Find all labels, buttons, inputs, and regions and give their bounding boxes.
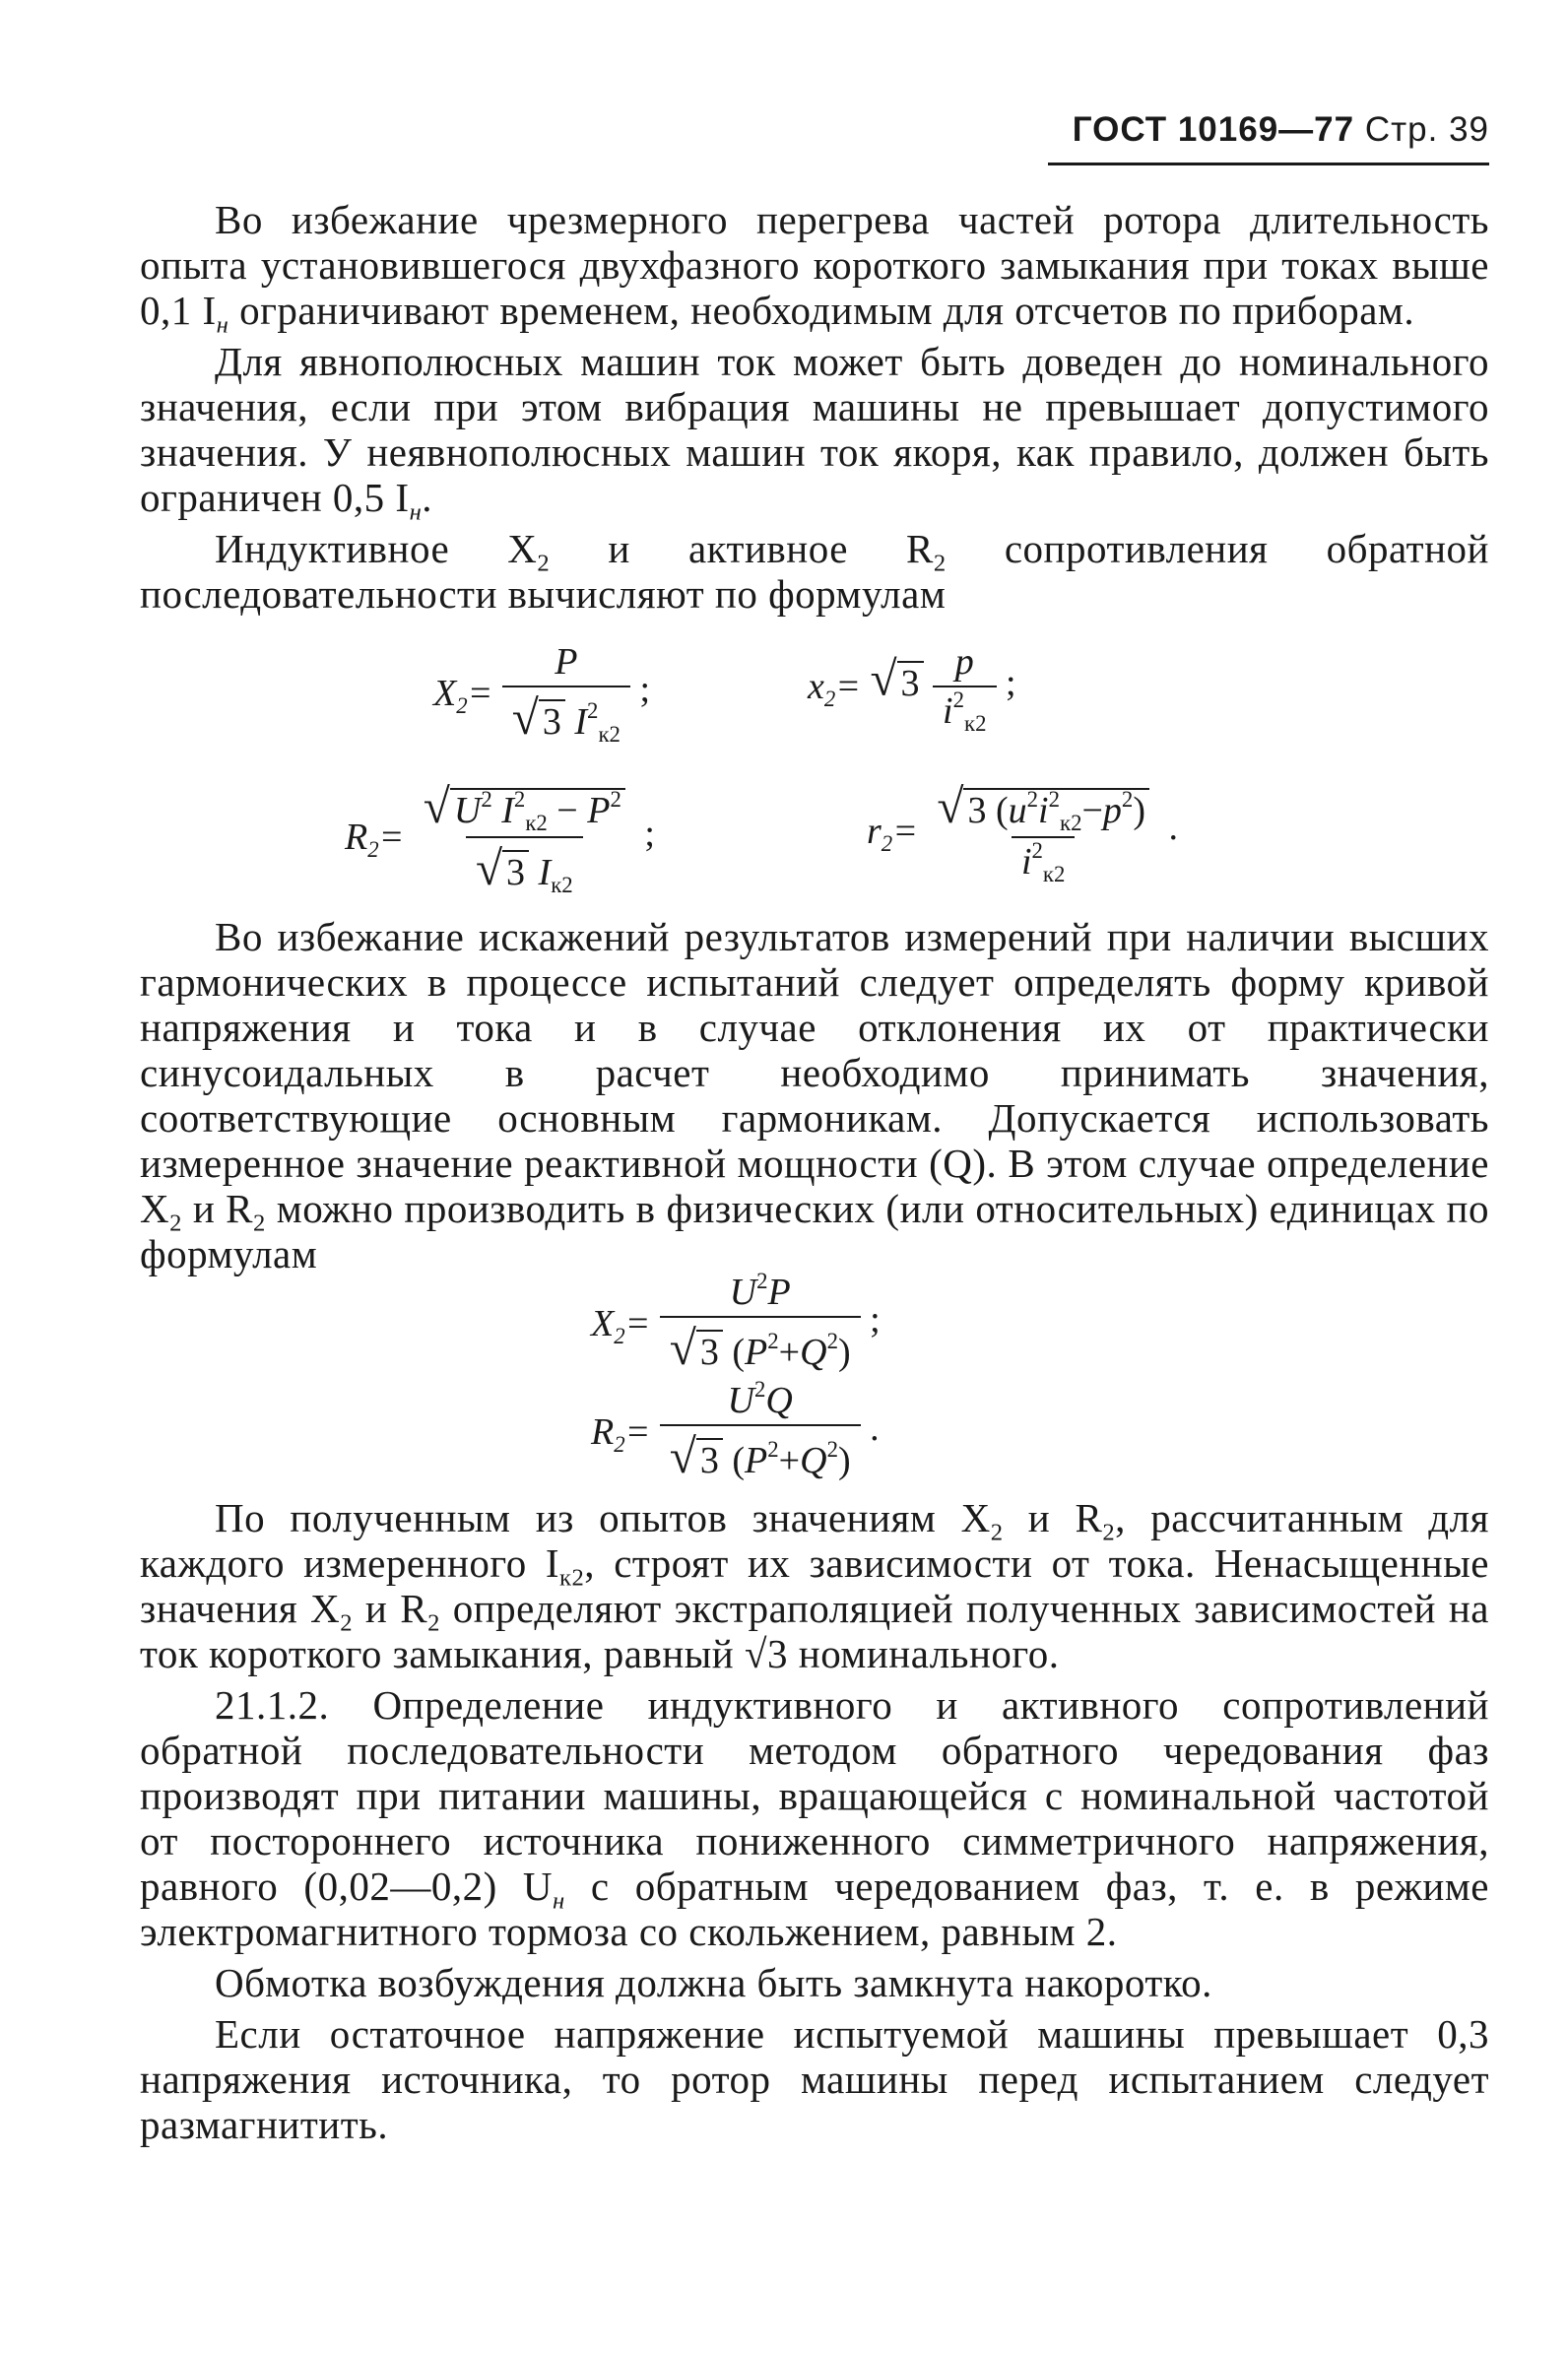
formula-x2: $X_2=$ $\frac{P}{√ 3 I^2_{к2}}$ ; <box>433 641 650 747</box>
formula-x2-q: $X_2=$ $\frac{U^2P}{√ 3 (P^2+Q^2)}$ ; <box>591 1269 881 1375</box>
paragraph-4: Во избежание искажений результатов измерений при наличии высших гармонических в процессе испытаний следует определять форму кривой напряжения и тока и в случае отклонения их от практически синусоидальных в расчет необходимо принимать значения, соответствующие основным гармоникам. Допускается использовать измеренное значение реактивной мощности (Q). В этом случае определение $X_2$ и $R_2$ можно производить в физических (или относительных) единицах по формулам <box>140 914 1489 1276</box>
text-block-3 <box>140 1495 1489 2147</box>
paragraph-5: По полученным из опытов значениям $X_2$ и $R_2$, рассчитанным для каждого измеренного $I_{к2}$, строят их зависимости от тока. Ненасыщенные значения $X_2$ и $R_2$ определяют экстраполяцией полученных зависимостей на ток короткого замыкания, равный √3 номинального. <box>140 1495 1489 1676</box>
paragraph-2: Для явнополюсных машин ток может быть доведен до номинального значения, если при этом вибрация машины не превышает допустимого значения. У неявнополюсных машин ток якоря, как правило, должен быть ограничен 0,5 $I_н$. <box>140 339 1489 526</box>
paragraph-3: Индуктивное $X_2$ и активное $R_2$ сопротивления обратной последовательности вычисляют по формулам <box>140 526 1489 617</box>
formula-x2-relative: $x_2=$ √ 3 $\frac{p}{i^2_{к2}}$ ; <box>808 641 1016 736</box>
formula-r2-relative: $r_2=$ $\frac{√ 3 (u^2i^2_{к2}-p^2)}{i^2_{к2}}$ . <box>867 779 1178 886</box>
text-block-2 <box>140 914 1489 1276</box>
paragraph-1: Во избежание чрезмерного перегрева частей ротора длительность опыта установившегося двухфазного короткого замыкания при токах выше 0,1 $I_н$ ограничивают временем, необходимым для отсчетов по приборам. <box>140 197 1489 339</box>
standard-number: ГОСТ 10169—77 <box>1072 110 1355 149</box>
paragraph-7: Обмотка возбуждения должна быть замкнута накоротко. <box>215 1960 1212 2005</box>
page-number: Стр. 39 <box>1364 110 1489 149</box>
text-block-1 <box>140 197 1489 617</box>
header-rule <box>1048 163 1489 165</box>
paragraph-8: Если остаточное напряжение испытуемой машины превышает 0,3 напряжения источника, то ротор машины перед испытанием следует размагнитить. <box>140 2011 1489 2147</box>
formula-r2: $R_2=$ $\frac{√ U^2 I^2_{к2} - P^2}{√ 3 I_{к2}}$ ; <box>345 779 655 897</box>
formula-r2-q: $R_2=$ $\frac{U^2Q}{√ 3 (P^2+Q^2)}$ . <box>591 1377 880 1483</box>
paragraph-6: 21.1.2. Определение индуктивного и активного сопротивлений обратной последовательности методом обратного чередования фаз производят при питании машины, вращающейся с номинальной частотой от постороннего источника пониженного симметричного напряжения, равного (0,02—0,2) $U_н$ с обратным чередованием фаз, т. е. в режиме электромагнитного тормоза со скольжением, равным 2. <box>140 1682 1489 1954</box>
page-header <box>1073 110 1489 150</box>
